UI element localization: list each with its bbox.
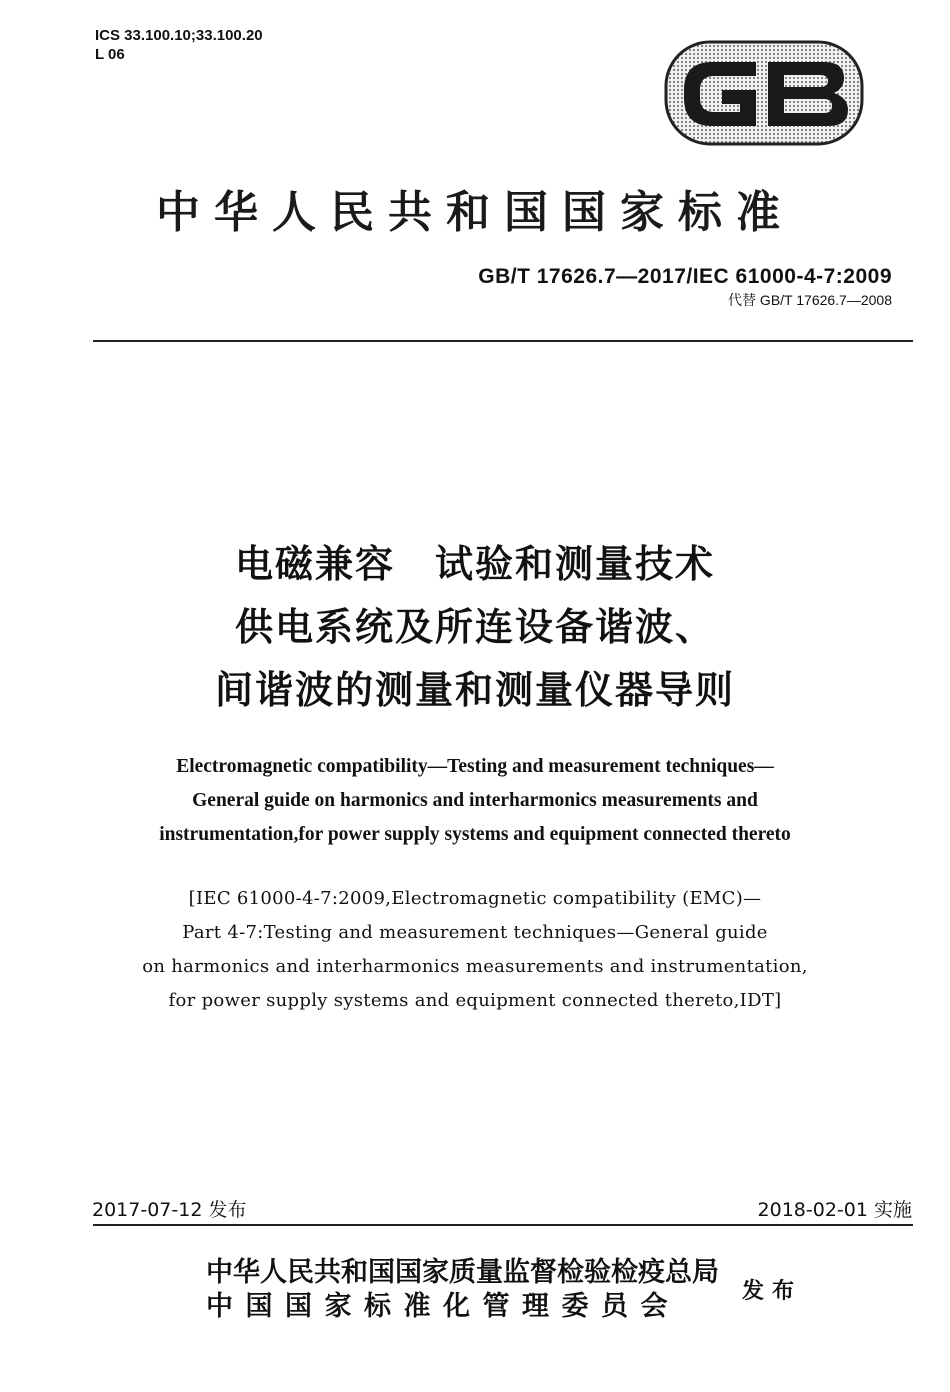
implement-date: 2018-02-01 实施 <box>757 1199 912 1221</box>
ccs-code: L 06 <box>95 46 125 63</box>
issuing-authorities <box>206 1256 719 1324</box>
classification-codes <box>95 26 263 64</box>
bottom-divider <box>93 1224 913 1226</box>
issuer-aqsiq: 中华人民共和国国家质量监督检验检疫总局 <box>206 1257 719 1288</box>
iec-reference-line: [IEC 61000-4-7:2009,Electromagnetic compatibility (EMC)— <box>188 888 762 909</box>
chinese-title-line: 间谐波的测量和测量仪器导则 <box>214 668 735 712</box>
gb-logo <box>664 40 864 146</box>
publish-date: 2017-07-12 发布 <box>92 1199 247 1221</box>
issuer-sac: 中国国家标准化管理委员会 <box>206 1291 680 1322</box>
iec-reference <box>0 882 950 1018</box>
replaces-standard: 代替 GB/T 17626.7—2008 <box>728 292 892 308</box>
iec-reference-line: for power supply systems and equipment connected thereto,IDT] <box>168 990 782 1011</box>
issue-label: 发布 <box>742 1278 803 1304</box>
english-title-line: instrumentation,for power supply systems and equipment connected thereto <box>159 824 791 845</box>
chinese-title-line: 供电系统及所连设备谐波、 <box>234 605 715 649</box>
top-divider <box>93 340 913 342</box>
ics-code: ICS 33.100.10;33.100.20 <box>95 27 263 44</box>
iec-reference-line: Part 4-7:Testing and measurement techniques—General guide <box>182 922 768 943</box>
english-title <box>0 750 950 852</box>
national-standard-title: 中华人民共和国国家标准 <box>156 187 794 238</box>
iec-reference-line: on harmonics and interharmonics measurements and instrumentation, <box>142 956 808 977</box>
standard-number-block <box>478 265 892 310</box>
standard-number: GB/T 17626.7—2017/IEC 61000-4-7:2009 <box>478 265 892 288</box>
chinese-title-line: 电磁兼容 试验和测量技术 <box>234 542 715 586</box>
english-title-line: Electromagnetic compatibility—Testing and measurement techniques— <box>176 756 774 777</box>
chinese-title <box>0 533 950 722</box>
english-title-line: General guide on harmonics and interharmonics measurements and <box>192 790 758 811</box>
